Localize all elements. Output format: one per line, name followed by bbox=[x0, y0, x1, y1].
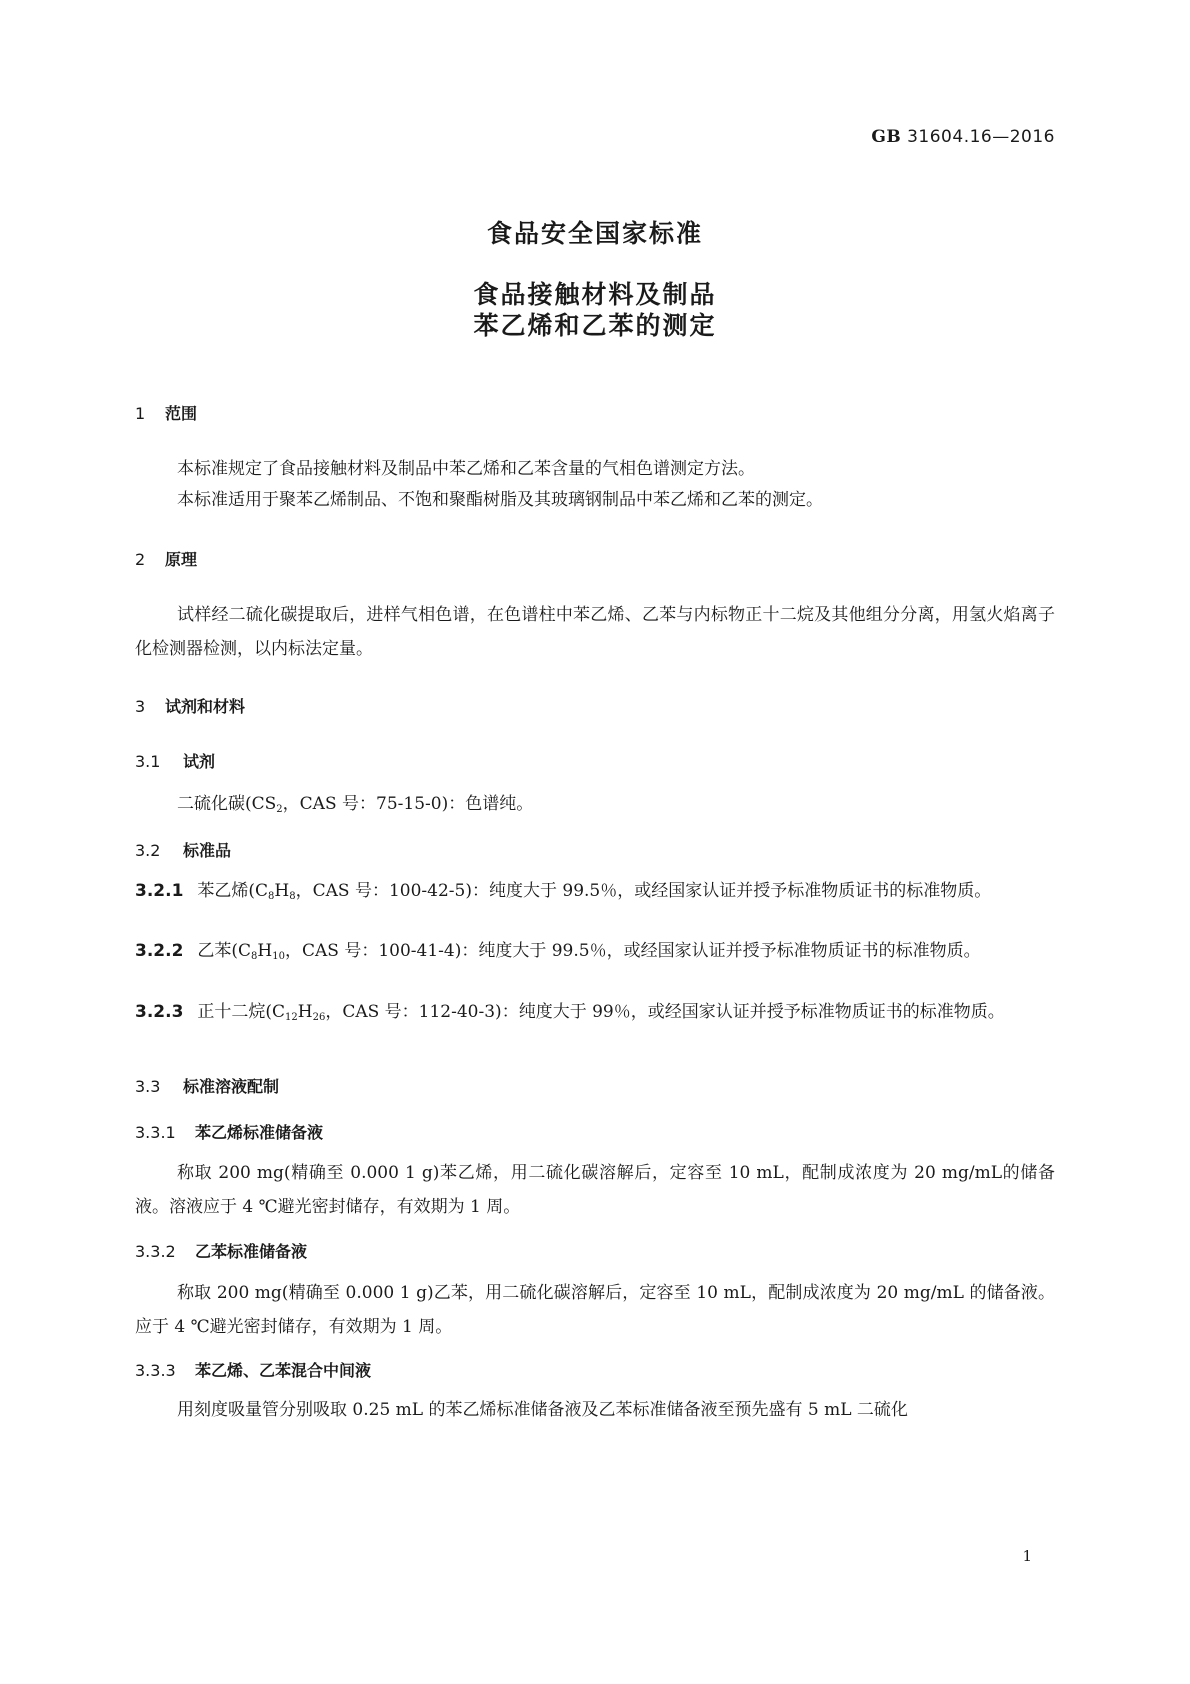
section-1-para-2: 本标准适用于聚苯乙烯制品、不饱和聚酯树脂及其玻璃钢制品中苯乙烯和乙苯的测定。 bbox=[177, 490, 823, 510]
section-number: 3 bbox=[135, 697, 146, 716]
subscript: 2 bbox=[276, 804, 283, 815]
section-number: 3.3 bbox=[135, 1077, 161, 1096]
text-run: H bbox=[297, 1002, 313, 1022]
page-number: 1 bbox=[1022, 1547, 1032, 1565]
section-1-heading bbox=[135, 401, 197, 424]
subscript: 12 bbox=[285, 1012, 298, 1023]
section-title: 标准溶液配制 bbox=[183, 1077, 280, 1096]
text-run: ，CAS 号：112-40-3)：纯度大于 99％，或经国家认证并授予标准物质证书的标准物质。 bbox=[325, 1002, 1005, 1022]
section-3-3-3-heading bbox=[135, 1358, 371, 1381]
section-number: 3.3.2 bbox=[135, 1242, 176, 1261]
section-title: 原理 bbox=[165, 550, 198, 569]
text-run: H bbox=[274, 881, 290, 901]
clause-3-2-2 bbox=[135, 934, 1055, 974]
text-run: ，CAS 号：75-15-0)：色谱纯。 bbox=[282, 794, 534, 814]
section-number: 1 bbox=[135, 404, 146, 423]
clause-3-2-1 bbox=[135, 874, 1055, 914]
section-1-para-1: 本标准规定了食品接触材料及制品中苯乙烯和乙苯含量的气相色谱测定方法。 bbox=[177, 459, 755, 479]
document-title-line1: 食品安全国家标准 bbox=[486, 219, 703, 248]
section-3-2-heading bbox=[135, 838, 231, 861]
standard-prefix: GB bbox=[871, 127, 902, 147]
section-3-3-heading bbox=[135, 1074, 279, 1097]
section-title: 范围 bbox=[165, 404, 198, 423]
text-run: 乙苯(C bbox=[197, 941, 252, 961]
document-title-line2: 食品接触材料及制品 bbox=[473, 280, 717, 309]
section-3-3-3-para: 用刻度吸量管分别吸取 0.25 mL 的苯乙烯标准储备液及乙苯标准储备液至预先盛有 5 mL 二硫化 bbox=[177, 1400, 908, 1420]
section-3-3-1-heading bbox=[135, 1120, 323, 1143]
subscript: 10 bbox=[272, 951, 285, 962]
text-run: 正十二烷(C bbox=[197, 1002, 286, 1022]
clause-number: 3.2.3 bbox=[135, 1002, 184, 1022]
text-run: 苯乙烯(C bbox=[197, 881, 269, 901]
section-number: 2 bbox=[135, 550, 146, 569]
section-3-3-2-para: 称取 200 mg(精确至 0.000 1 g)乙苯，用二硫化碳溶解后，定容至 10 mL，配制成浓度为 20 mg/mL 的储备液。应于 4 ℃避光密封储存，有效期为 1 周。 bbox=[135, 1283, 1055, 1337]
section-3-heading bbox=[135, 694, 245, 717]
clause-3-2-3 bbox=[135, 995, 1055, 1035]
section-number: 3.1 bbox=[135, 752, 161, 771]
section-2-para-1: 试样经二硫化碳提取后，进样气相色谱，在色谱柱中苯乙烯、乙苯与内标物正十二烷及其他组分分离，用氢火焰离子化检测器检测，以内标法定量。 bbox=[135, 605, 1055, 659]
standard-code bbox=[871, 127, 1055, 147]
subscript: 8 bbox=[251, 951, 258, 962]
subscript: 26 bbox=[312, 1012, 326, 1023]
text-run: ，CAS 号：100-41-4)：纯度大于 99.5％，或经国家认证并授予标准物质证书的标准物质。 bbox=[284, 941, 981, 961]
section-title: 标准品 bbox=[183, 841, 232, 860]
section-title: 试剂和材料 bbox=[165, 697, 246, 716]
section-3-3-2-heading bbox=[135, 1239, 307, 1262]
section-number: 3.3.3 bbox=[135, 1361, 176, 1380]
section-title: 乙苯标准储备液 bbox=[195, 1242, 308, 1261]
section-number: 3.3.1 bbox=[135, 1123, 176, 1142]
section-title: 试剂 bbox=[183, 752, 216, 771]
text-run: H bbox=[257, 941, 273, 961]
section-2-heading bbox=[135, 547, 197, 570]
section-3-1-para bbox=[135, 787, 1055, 827]
section-3-1-heading bbox=[135, 749, 215, 772]
subscript: 8 bbox=[289, 891, 296, 902]
section-title: 苯乙烯标准储备液 bbox=[195, 1123, 324, 1142]
subscript: 8 bbox=[268, 891, 275, 902]
standard-number: 31604.16—2016 bbox=[907, 127, 1055, 147]
section-title: 苯乙烯、乙苯混合中间液 bbox=[195, 1361, 372, 1380]
clause-number: 3.2.2 bbox=[135, 941, 184, 961]
text-run: ，CAS 号：100-42-5)：纯度大于 99.5％，或经国家认证并授予标准物质证书的标准物质。 bbox=[295, 881, 992, 901]
section-3-3-1-para: 称取 200 mg(精确至 0.000 1 g)苯乙烯，用二硫化碳溶解后，定容至 10 mL，配制成浓度为 20 mg/mL的储备液。溶液应于 4 ℃避光密封储存，有效期为 1 周。 bbox=[135, 1163, 1055, 1217]
document-title-line3: 苯乙烯和乙苯的测定 bbox=[473, 311, 717, 340]
text-run: 二硫化碳(CS bbox=[177, 794, 277, 814]
clause-number: 3.2.1 bbox=[135, 881, 184, 901]
section-number: 3.2 bbox=[135, 841, 161, 860]
